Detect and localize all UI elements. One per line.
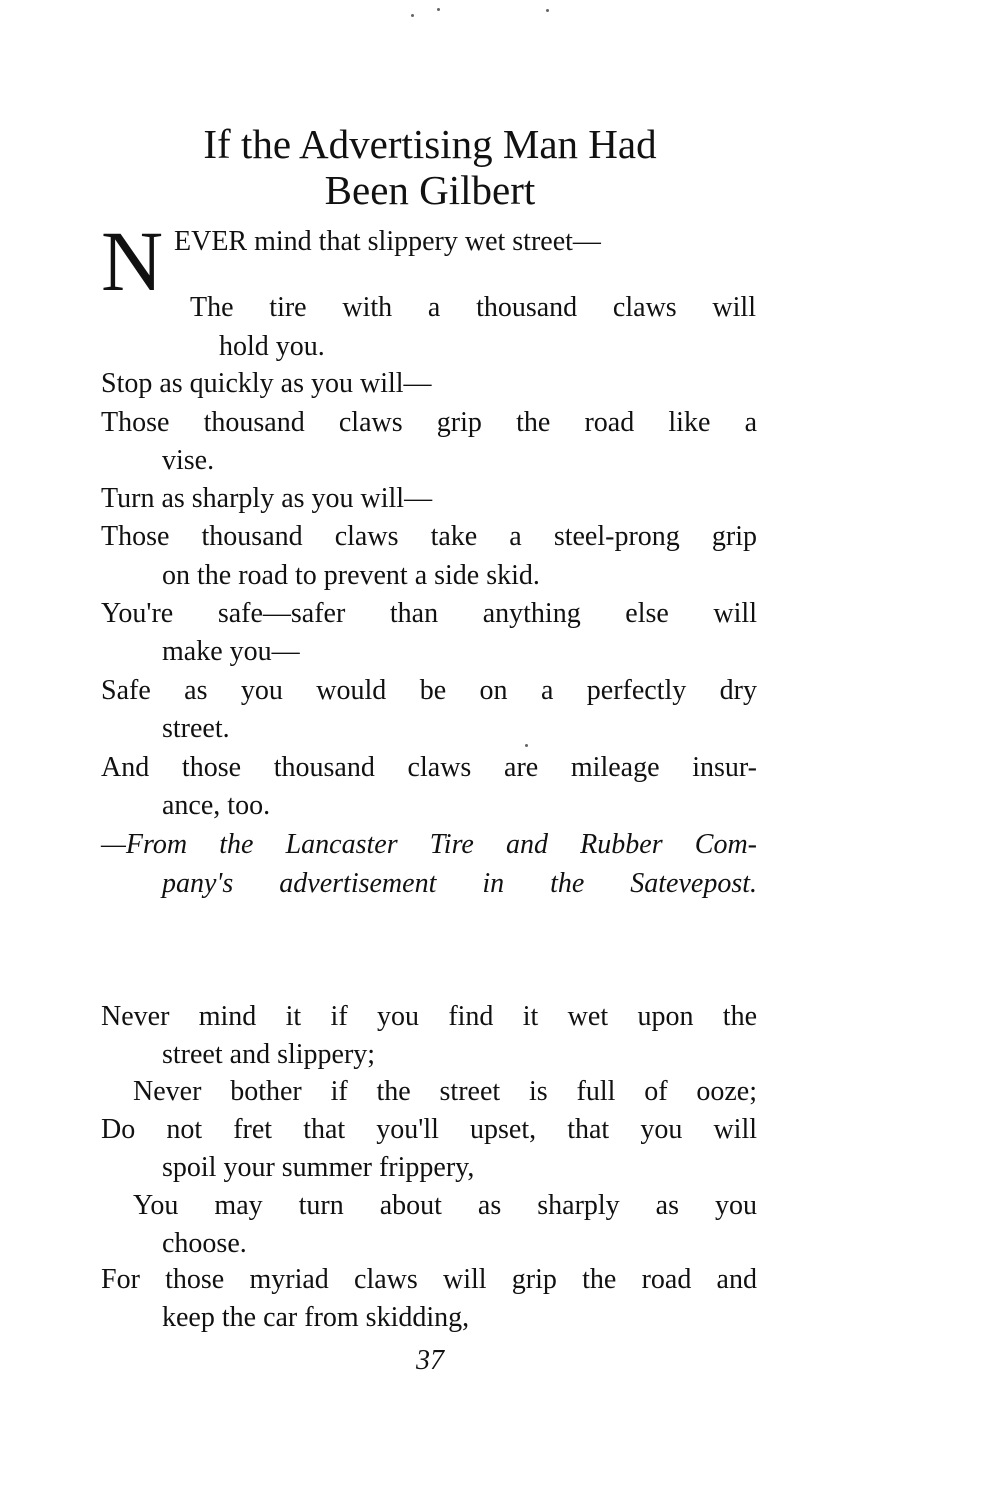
ad-line: Those thousand claws take a steel-prong grip — [101, 521, 757, 552]
scan-speck — [546, 9, 549, 12]
verse-line: keep the car from skidding, — [162, 1302, 470, 1333]
verse-line: Do not fret that you'll upset, that you will — [101, 1114, 757, 1145]
ad-attribution: pany's advertisement in the Satevepost. — [162, 868, 757, 899]
ad-line: The tire with a thousand claws will — [190, 292, 756, 323]
scan-speck — [437, 8, 440, 11]
verse-line: For those myriad claws will grip the road and — [101, 1264, 757, 1295]
ad-line: You're safe—safer than anything else will — [101, 598, 757, 629]
verse-line: Never bother if the street is full of ooze; — [133, 1076, 757, 1107]
ad-line: hold you. — [219, 331, 325, 362]
ad-line: And those thousand claws are mileage insur- — [101, 752, 757, 783]
title-line-1: If the Advertising Man Had — [203, 121, 657, 167]
verse-line: spoil your summer frippery, — [162, 1152, 475, 1183]
ad-line: make you— — [162, 636, 300, 667]
ad-line: Turn as sharply as you will— — [101, 483, 433, 514]
ad-attribution: —From the Lancaster Tire and Rubber Com- — [101, 829, 757, 860]
drop-cap: N — [101, 213, 164, 309]
verse-line: choose. — [162, 1228, 247, 1259]
page-number: 37 — [416, 1345, 444, 1376]
verse-line: You may turn about as sharply as you — [133, 1190, 757, 1221]
ad-line: Safe as you would be on a perfectly dry — [101, 675, 757, 706]
verse-line: Never mind it if you find it wet upon the — [101, 1001, 757, 1032]
ad-first-line: EVER mind that slippery wet street— — [174, 226, 601, 257]
ad-line: ance, too. — [162, 790, 271, 821]
scan-speck — [411, 14, 414, 17]
ad-line: on the road to prevent a side skid. — [162, 560, 540, 591]
ad-line: Stop as quickly as you will— — [101, 368, 432, 399]
title-line-2: Been Gilbert — [324, 167, 536, 213]
ad-line: street. — [162, 713, 230, 744]
ad-line: vise. — [162, 445, 215, 476]
ad-line: Those thousand claws grip the road like a — [101, 407, 757, 438]
scan-speck — [525, 744, 528, 747]
verse-line: street and slippery; — [162, 1039, 376, 1070]
